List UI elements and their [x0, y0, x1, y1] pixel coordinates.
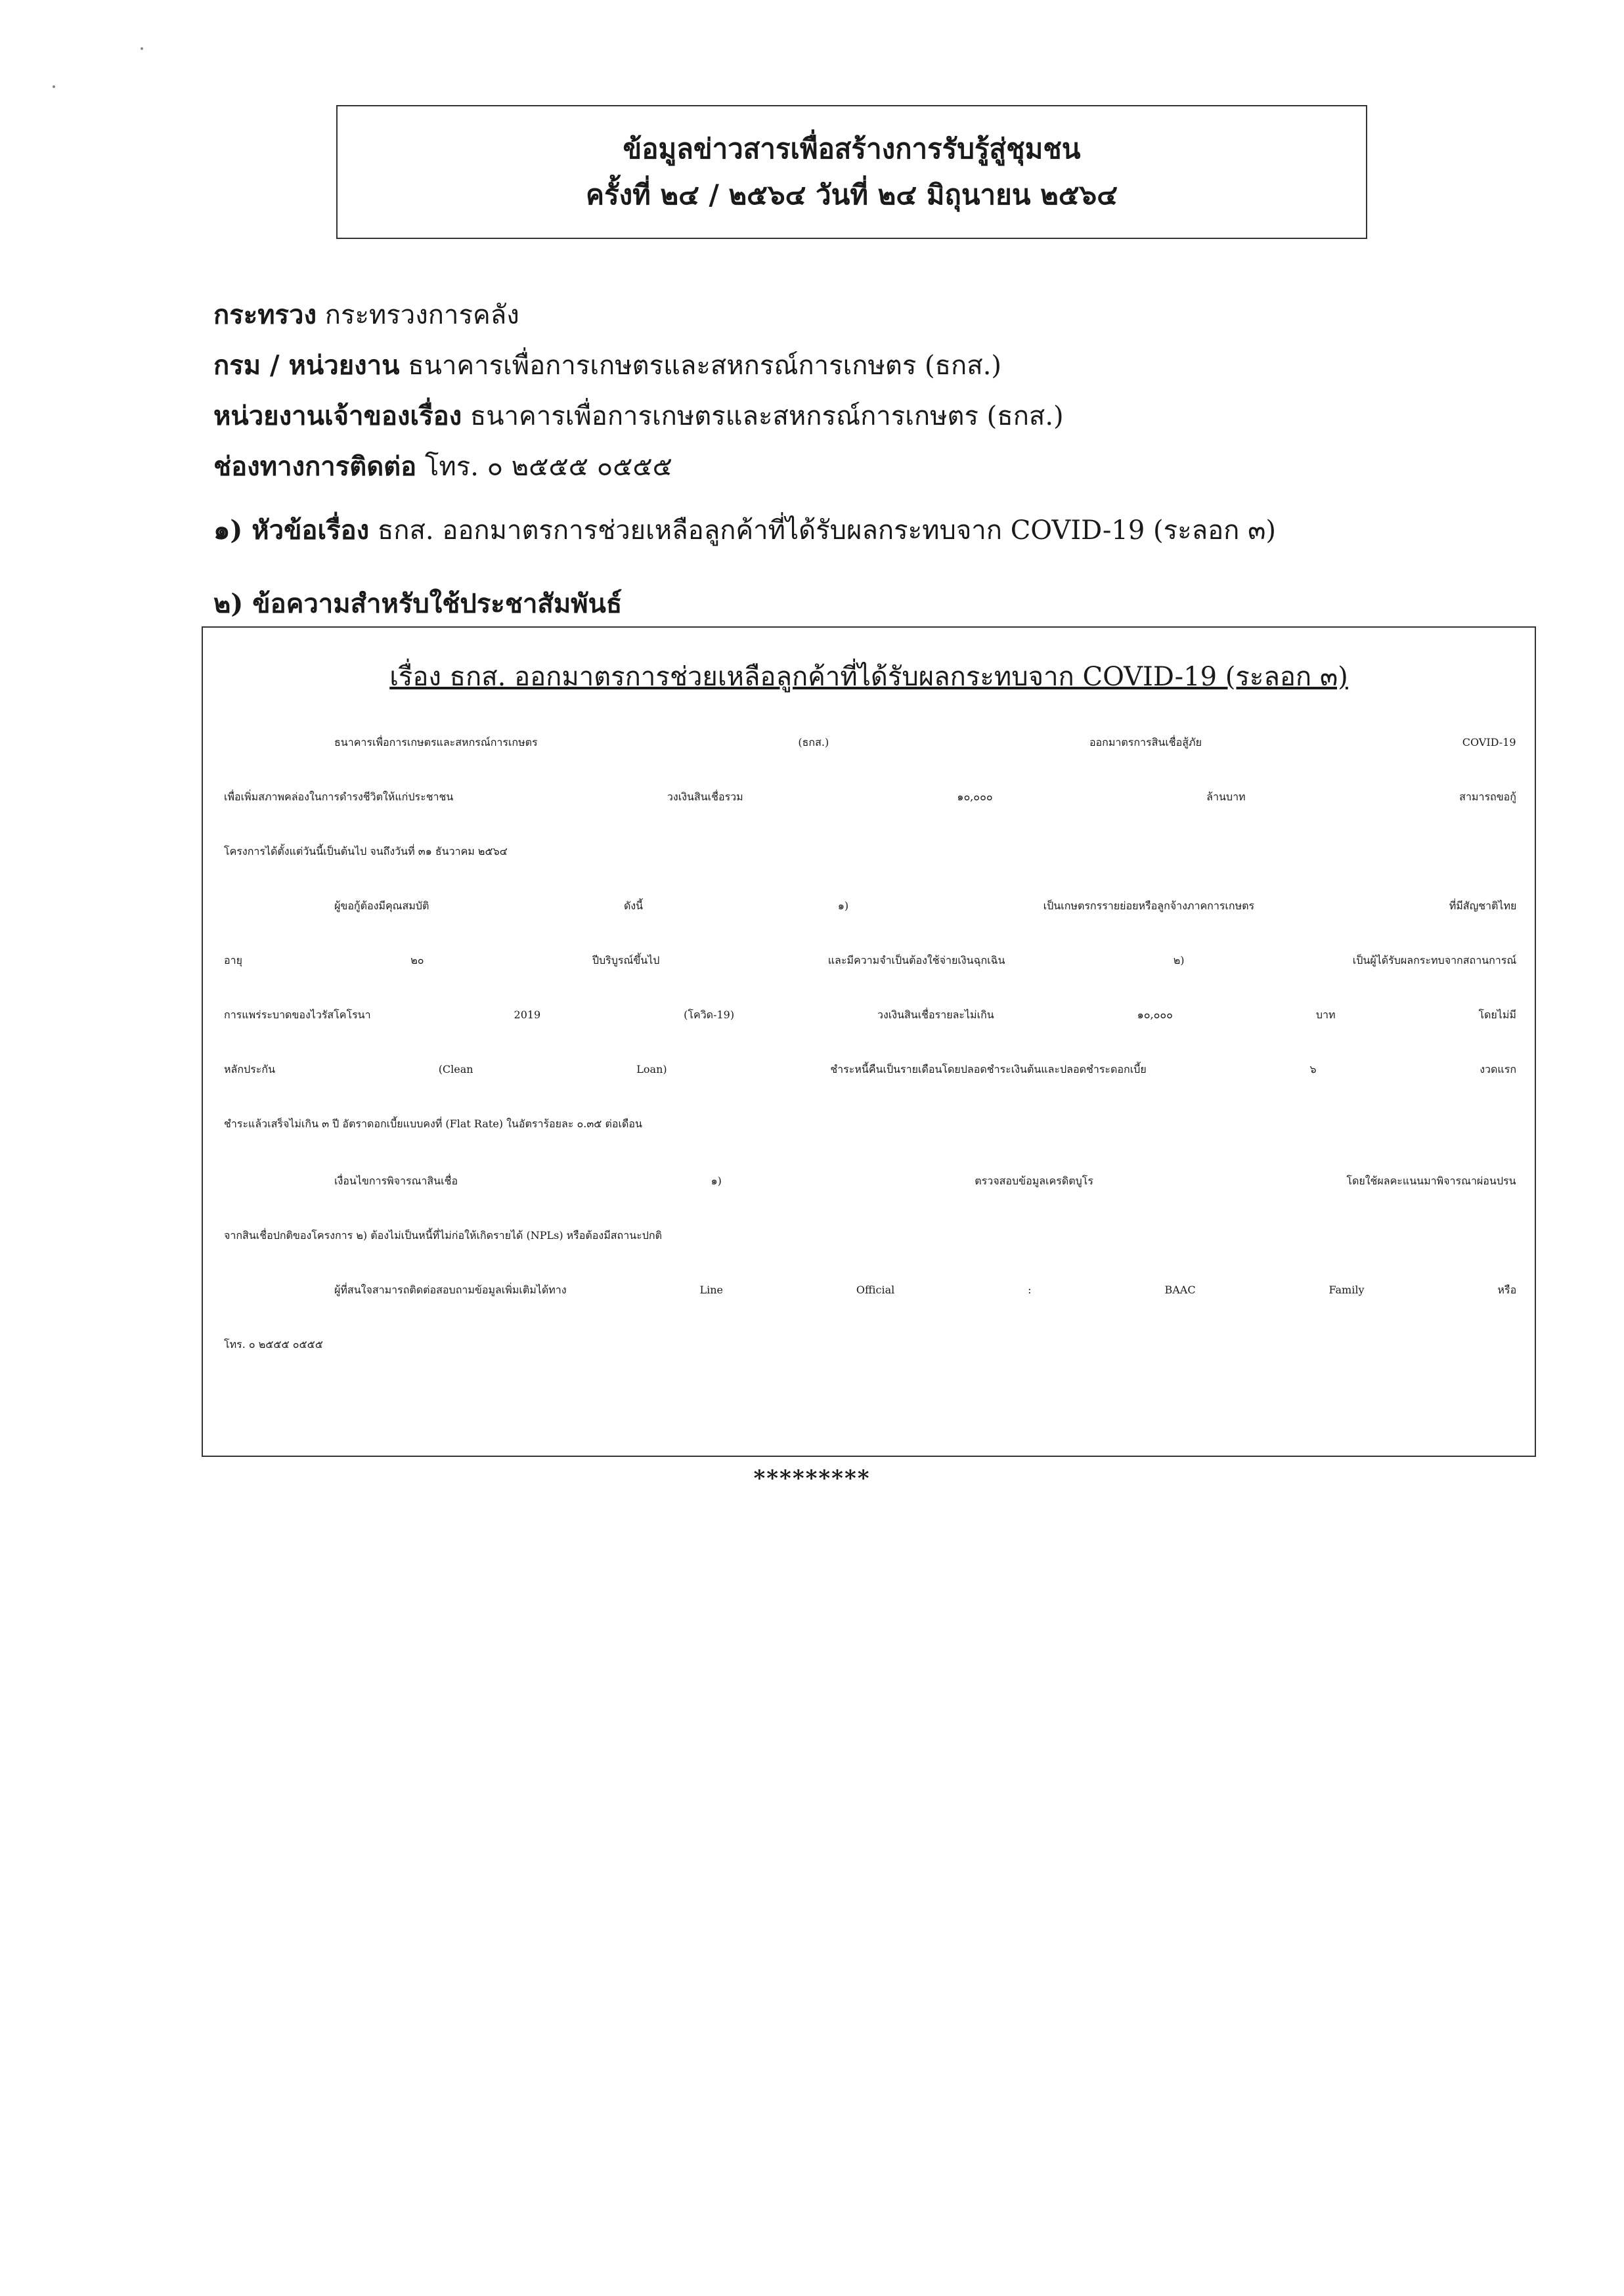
press-release-title: เรื่อง ธกส. ออกมาตรการช่วยเหลือลูกค้าที่ได้รับผลกระทบจาก COVID-19 (ระลอก ๓)	[389, 662, 1348, 692]
pr-heading-row	[213, 586, 622, 622]
topic-label: ๑) หัวข้อเรื่อง	[213, 515, 370, 546]
header-title: ข้อมูลข่าวสารเพื่อสร้างการรับรู้สู่ชุมชน	[623, 133, 1081, 165]
paragraph-line: โทร. ๐ ๒๕๕๕ ๐๕๕๕	[224, 1338, 323, 1351]
ministry-label: กระทรวง	[213, 299, 317, 330]
paragraph-line: อายุ ๒๐ ปีบริบูรณ์ขึ้นไป และมีความจำเป็นต้องใช้จ่ายเงินฉุกเฉิน ๒) เป็นผู้ได้รับผลกระทบจากสถานการณ์	[224, 954, 1517, 966]
paragraph-line: การแพร่ระบาดของไวรัสโคโรนา 2019 (โควิด-19) วงเงินสินเชื่อรายละไม่เกิน ๑๐,๐๐๐ บาท โดยไม่มี	[224, 1008, 1516, 1021]
paragraph-line: เงื่อนไขการพิจารณาสินเชื่อ ๑) ตรวจสอบข้อมูลเครดิตบูโร โดยใช้ผลคะแนนมาพิจารณาผ่อนปรน	[334, 1175, 1516, 1187]
department-value: ธนาคารเพื่อการเกษตรและสหกรณ์การเกษตร (ธกส.)	[399, 351, 1002, 381]
paragraph-line: จากสินเชื่อปกติของโครงการ ๒) ต้องไม่เป็นหนี้ที่ไม่ก่อให้เกิดรายได้ (NPLs) หรือต้องมีสถานะปกติ	[224, 1229, 662, 1242]
paragraph-line: ชำระแล้วเสร็จไม่เกิน ๓ ปี อัตราดอกเบี้ยแบบคงที่ (Flat Rate) ในอัตราร้อยละ ๐.๓๕ ต่อเดือน	[224, 1117, 642, 1130]
paragraph-line: เพื่อเพิ่มสภาพคล่องในการดำรงชีวิตให้แก่ประชาชน วงเงินสินเชื่อรวม ๑๐,๐๐๐ ล้านบาท สามารถขอกู้	[224, 791, 1516, 803]
pr-heading: ๒) ข้อความสำหรับใช้ประชาสัมพันธ์	[213, 588, 623, 619]
contact-label: ช่องทางการติดต่อ	[213, 451, 417, 482]
scan-speck	[53, 85, 55, 88]
owner-label: หน่วยงานเจ้าของเรื่อง	[213, 401, 462, 431]
header-subtitle: ครั้งที่ ๒๔ / ๒๕๖๔ วันที่ ๒๔ มิถุนายน ๒๕๖๔	[585, 179, 1118, 211]
end-marker: *********	[753, 1465, 871, 1492]
owner-value: ธนาคารเพื่อการเกษตรและสหกรณ์การเกษตร (ธกส.)	[462, 401, 1064, 431]
topic-row	[213, 512, 1276, 549]
owner-row	[213, 398, 1064, 435]
paragraph-line: หลักประกัน (Clean Loan) ชำระหนี้คืนเป็นรายเดือนโดยปลอดชำระเงินต้นและปลอดชำระดอกเบี้ย ๖ งวดแรก	[224, 1063, 1516, 1075]
department-label: กรม / หน่วยงาน	[213, 350, 400, 381]
contact-value: โทร. ๐ ๒๕๕๕ ๐๕๕๕	[416, 452, 672, 482]
scan-speck	[141, 47, 143, 50]
topic-value: ธกส. ออกมาตรการช่วยเหลือลูกค้าที่ได้รับผลกระทบจาก COVID-19 (ระลอก ๓)	[369, 515, 1277, 546]
paragraph-line: โครงการได้ตั้งแต่วันนี้เป็นต้นไป จนถึงวันที่ ๓๑ ธันวาคม ๒๕๖๔	[224, 845, 508, 857]
header-box	[336, 105, 1367, 239]
paragraph-line: ผู้ที่สนใจสามารถติดต่อสอบถามข้อมูลเพิ่มเติมได้ทาง Line Official : BAAC Family หรือ	[334, 1284, 1517, 1296]
paragraph-line: ธนาคารเพื่อการเกษตรและสหกรณ์การเกษตร (ธกส.) ออกมาตรการสินเชื่อสู้ภัย COVID-19	[334, 736, 1516, 748]
ministry-value: กระทรวงการคลัง	[317, 300, 519, 330]
paragraph-line: ผู้ขอกู้ต้องมีคุณสมบัติ ดังนี้ ๑) เป็นเกษตรกรรายย่อยหรือลูกจ้างภาคการเกษตร ที่มีสัญชาติไทย	[334, 899, 1517, 912]
contact-row	[213, 448, 672, 485]
press-release-box	[202, 626, 1536, 1457]
ministry-row	[213, 297, 519, 334]
department-row	[213, 347, 1001, 384]
